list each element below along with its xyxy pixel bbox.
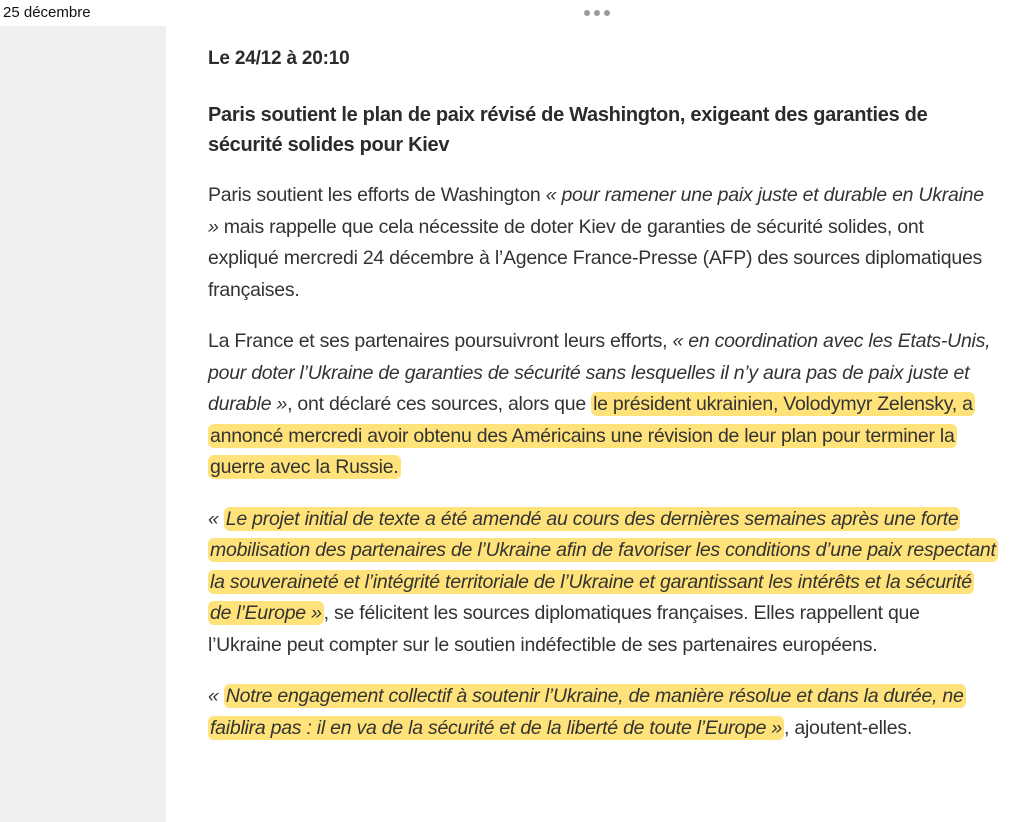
post-timestamp: Le 24/12 à 20:10 [208, 48, 350, 69]
text: , ont déclaré ces sources, alors que [287, 393, 592, 415]
text: mais rappelle que cela nécessite de doter Kiev de garanties de sécurité solides, ont expliqué mercredi 24 décembre à l’Agence France-Presse (AFP) des sources diplomatiques françaises. [208, 215, 983, 301]
paragraph-4 [208, 681, 998, 744]
highlighted-quote[interactable]: Le projet initial de texte a été amendé au cours des dernières semaines après une forte mobilisation des partenaires de l’Ukraine afin de favoriser les conditions d’une paix respectant la souveraineté et l’intégrité territoriale de l’Ukraine et garantissant les intérêts et la sécurité de l’Europe » [210, 507, 996, 624]
text: , se félicitent les sources diplomatiques françaises. Elles rappellent que l’Ukraine peut compter sur le soutien indéfectible de ses partenaires européens. [208, 602, 920, 656]
date-header: 25 décembre [3, 4, 91, 21]
dot [604, 10, 610, 16]
highlighted-text[interactable]: le président ukrainien, Volodymyr Zelensky, a annoncé mercredi avoir obtenu des Américains une révision de leur plan pour terminer la guerre avec la Russie. [210, 393, 973, 478]
article-headline: Paris soutient le plan de paix révisé de Washington, exigeant des garanties de sécurité solides pour Kiev [208, 104, 928, 156]
dot [594, 10, 600, 16]
paragraph-1 [208, 180, 998, 306]
highlighted-quote[interactable]: Notre engagement collectif à soutenir l’Ukraine, de manière résolue et dans la durée, ne faiblira pas : il en va de la sécurité et de la liberté de toute l’Europe » [210, 685, 964, 739]
sidebar [0, 26, 166, 822]
text: La France et ses partenaires poursuivront leurs efforts, [208, 330, 673, 352]
quote: « en coordination avec les Etats-Unis, pour doter l’Ukraine de garanties de sécurité sans lesquelles il n’y aura pas de paix juste et durable » [208, 330, 991, 415]
quote-open: « [208, 685, 224, 707]
paragraph-3 [208, 504, 998, 662]
paragraph-2 [208, 326, 998, 484]
dot [584, 10, 590, 16]
article [208, 48, 998, 764]
quote: « pour ramener une paix juste et durable en Ukraine » [208, 184, 984, 238]
more-horizontal-icon[interactable] [584, 7, 614, 19]
text: Paris soutient les efforts de Washington [208, 184, 546, 206]
quote-open: « [208, 507, 224, 530]
text: , ajoutent-elles. [784, 716, 913, 739]
